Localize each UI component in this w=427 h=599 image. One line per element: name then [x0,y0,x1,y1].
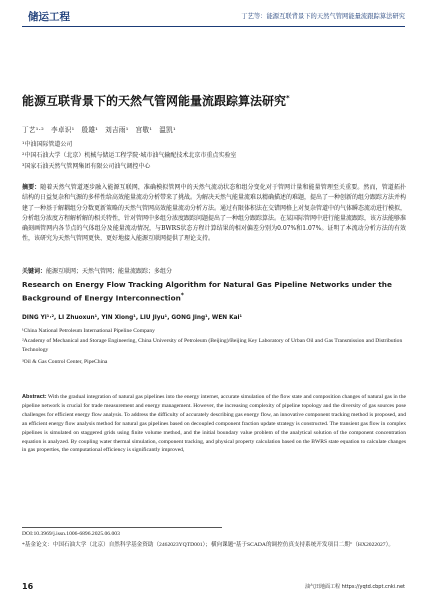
keywords-cn-text: 能源互联网；天然气管网；能量流跟踪；多组分 [46,268,173,275]
abstract-chinese [22,183,406,245]
affiliation-cn-1: ¹中油国际管道公司 [22,141,73,148]
journal-website: 油气田地面工程 https://yqtd.cbpt.cnki.net [304,584,405,590]
abstract-en-label: Abstract: [22,394,47,400]
abstract-en-text: With the gradual integration of natural gas pipelines into the energy internet, accurate simulation of the flow state and composition changes of natural gas in the pipeline network is crucial for trade measurement and energy management. However, the increasing complexity of pipeline topology and the diversity of gas sources pose challenges for efficient energy flow analysis. To address the difficulty of accurately describing gas energy flow, an innovative component tracking method is proposed, and an efficient energy flow analysis method for natural gas pipelines based on decoupled component fraction update strategy is constructed. The transient gas flow in complex pipelines is simulated on staggered grids using finite volume method, and the initial boundary value problem of the analytical solution of the component concentration equation is analyzed. By coupling water thermal simulation, component tracking, and physical property calculation based on the BWRS state equation to calculate changes in gas properties, the computational efficiency is significantly improved, [22,394,406,454]
journal-section-label: 储运工程 [28,11,70,23]
page-header [0,0,427,30]
keywords-cn-label: 关键词： [22,268,47,275]
affiliation-en-1: ¹China National Petroleum International Pipeline Company [22,328,155,334]
abstract-cn-text: 随着天然气管道逐步融入能源互联网，准确模拟管网中的天然气流动状态和组分变化对于管网计量和能量管理至关重要。然而，管道拓扑结构的日益复杂和气源的多样性给高效能量流动分析带来了挑战。为解决天然气能量流难以精确描述的难题，提出了一种创新的组分跟踪方法并构建了一种基于解耦组分分数更新策略的天然气管网高效能量流动分析方法。通过有限体积法在交错网格上对复杂管道中的气体瞬态流动进行模拟，分析组分浓度方程解析解的相关特性，针对管网中多组分浓度跟踪问题提出了一种组分跟踪算法。在某国际管网中进行能量流跟踪，该方法能够准确刻画管网内各节点的气体组分及能量流动情况，与BWRS状态方程计算结果的相对偏差分别为0.07%和1.07%。证明了本流动分析方法的有效性，该研究为天然气管网更快、更好地接入能源互联网提供了理论支持。 [22,184,407,243]
affiliation-en-3: ³Oil & Gas Control Center, PipeChina [22,359,108,365]
abstract-cn-label: 摘要： [22,184,41,191]
affiliation-en-2: ²Academy of Mechanical and Storage Engineering, China University of Petroleum (Beijing)/Beijing Key Laboratory of Urban Oil and Gas Transmission and Distribution Technology [22,338,403,353]
title-chinese: 能源互联背景下的天然气管网能量流跟踪算法研究* [22,94,290,108]
header-rule [22,26,405,27]
doi-line: DOI:10.3969/j.issn.1006-6896.2025.06.003 [22,531,120,537]
footnote-rule [22,527,222,528]
affiliation-cn-2: ²中国石油大学（北京）机械与储运工程学院·城市油气输配技术北京市重点实验室 [22,152,237,159]
page-number: 16 [22,582,34,591]
title-footnote-mark: * [286,94,290,102]
affiliation-cn-3: ³国家石油天然气管网集团有限公司油气调控中心 [22,163,151,170]
abstract-english [22,393,406,455]
running-title: 丁艺等：能源互联背景下的天然气管网能量流跟踪算法研究 [241,13,405,20]
fund-footnote: *基金论文：中国石油大学（北京）自然科学基金资助（2462023YQTD001）；横向课题“基于SCADA的调控仿真支持系统开发项目二期”（HX2022027）。 [22,542,394,548]
title-english: Research on Energy Flow Tracking Algorithm for Natural Gas Pipeline Networks under the Background of Energy Interconnection* [22,280,392,302]
authors-english: DING Yi¹·², LI Zhuoxun¹, YIN Xiong¹, LIU Jiyu¹, GONG Jing¹, WEN Kai¹ [22,315,243,321]
keywords-chinese [22,266,172,275]
title-en-footnote-mark: * [180,291,184,299]
authors-chinese: 丁艺¹·² 李卓识¹ 殷雄¹ 刘吉雨¹ 宫敬¹ 温凯¹ [22,126,176,134]
